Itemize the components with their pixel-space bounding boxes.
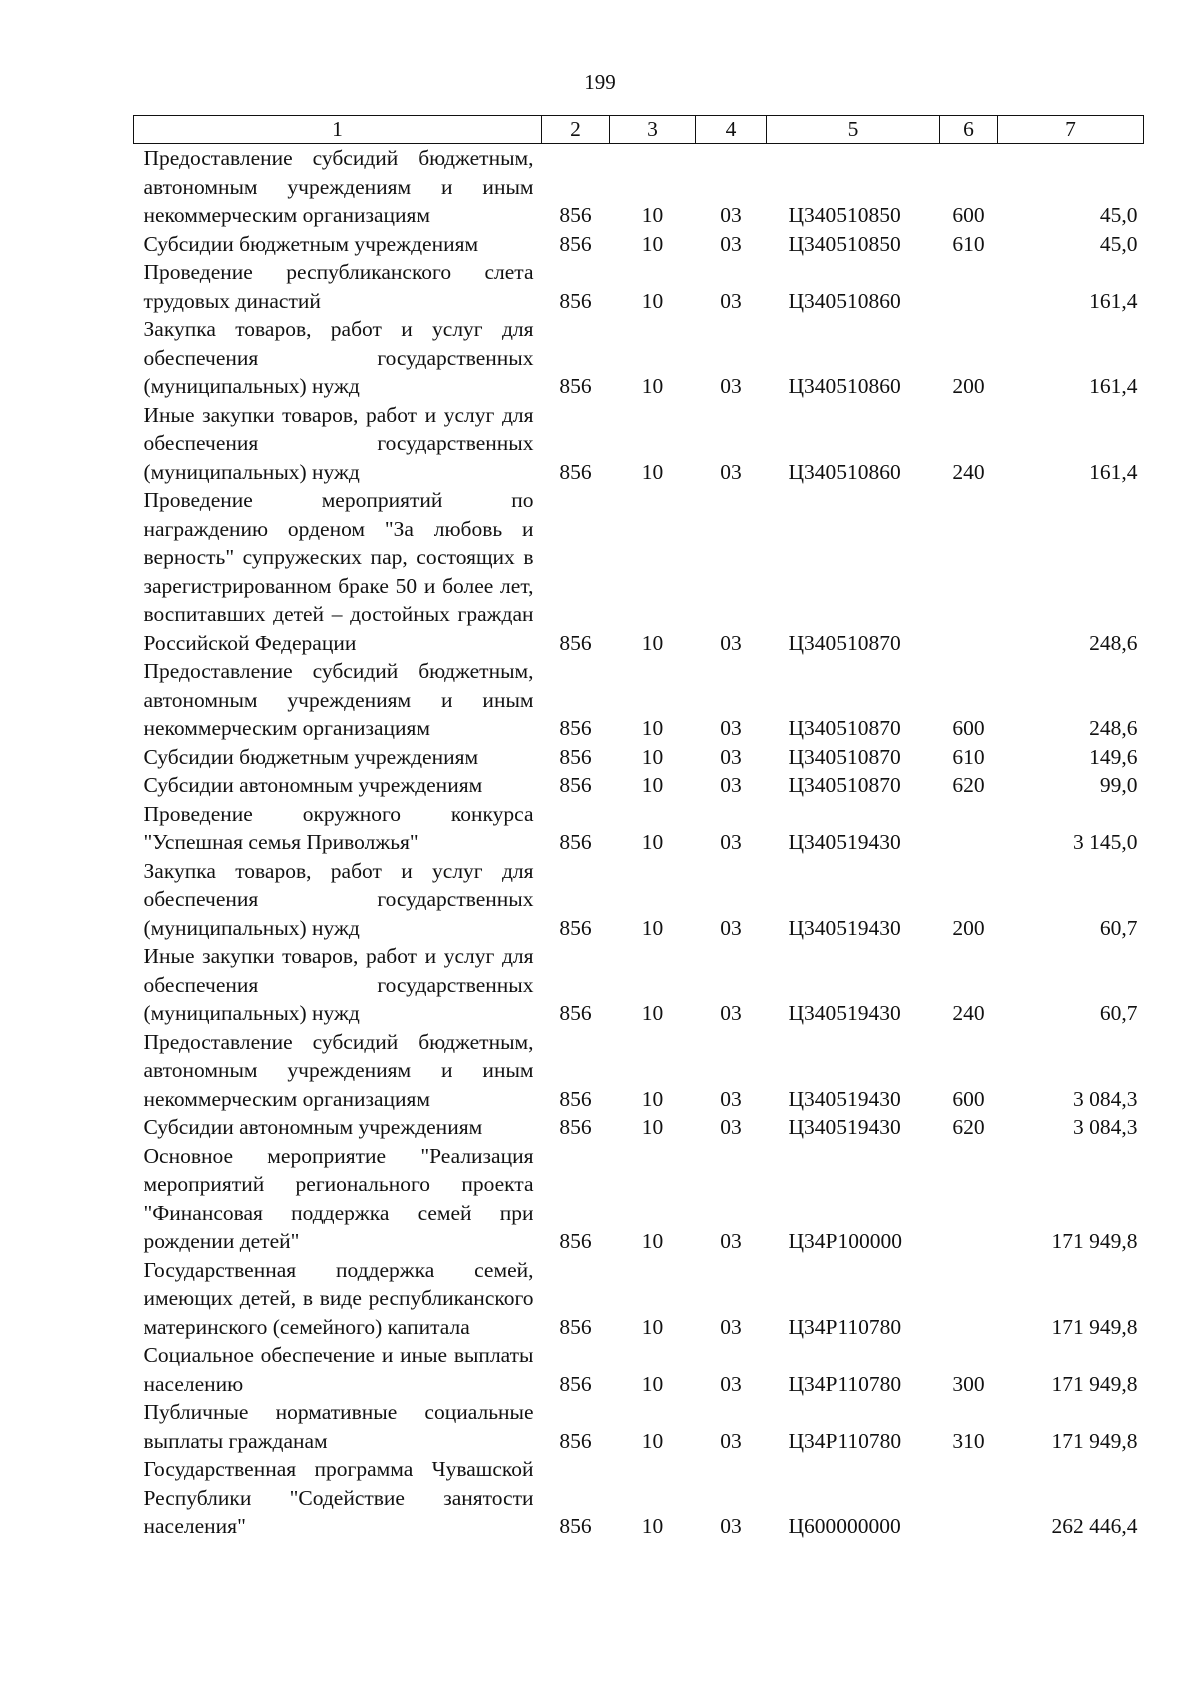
section-code: 10 xyxy=(641,374,664,398)
ministry-code: 856 xyxy=(559,1428,592,1453)
table-row xyxy=(134,1256,1144,1342)
section-code: 10 xyxy=(641,773,664,797)
target-article-code: Ц34P100000 xyxy=(788,1229,902,1253)
target-article-code: Ц340519430 xyxy=(788,1086,901,1111)
section-code: 10 xyxy=(641,1514,664,1538)
ministry-code: 856 xyxy=(559,1514,592,1538)
section-code: 10 xyxy=(641,203,664,227)
expense-type-code xyxy=(940,486,998,657)
target-article-code: Ц340519430 xyxy=(788,830,901,854)
section-code: 10 xyxy=(641,1115,664,1139)
header-col-4: 4 xyxy=(696,116,767,144)
amount: 248,6 xyxy=(1089,716,1138,740)
table-row xyxy=(134,800,1144,857)
ministry-code: 856 xyxy=(559,288,592,313)
section-code: 10 xyxy=(641,1314,664,1339)
header-col-6: 6 xyxy=(940,116,998,144)
amount: 149,6 xyxy=(1089,744,1138,769)
header-row xyxy=(134,116,1144,144)
expense-type-code xyxy=(940,1142,998,1256)
table-row xyxy=(134,486,1144,657)
target-article-code: Ц340519430 xyxy=(788,1115,901,1139)
expense-type-code: 610 xyxy=(952,744,985,769)
subsection-code: 03 xyxy=(720,1371,742,1396)
item-name: Государственная поддержка семей, имеющих детей, в виде республиканского материнского (семейного) капитала xyxy=(143,1257,534,1339)
section-code: 10 xyxy=(641,716,664,740)
expense-type-code: 300 xyxy=(952,1371,985,1396)
header-col-2: 2 xyxy=(542,116,610,144)
target-article-code: Ц340510870 xyxy=(788,630,901,655)
amount: 60,7 xyxy=(1099,1001,1138,1025)
subsection-code: 03 xyxy=(720,915,742,940)
item-name: Основное мероприятие "Реализация мероприятий регионального проекта "Финансовая поддержка семей при рождении детей" xyxy=(143,1143,534,1253)
ministry-code: 856 xyxy=(559,1229,592,1253)
amount: 60,7 xyxy=(1099,915,1138,940)
ministry-code: 856 xyxy=(559,231,592,256)
amount: 171 949,8 xyxy=(1051,1371,1138,1396)
table-row xyxy=(134,1455,1144,1541)
expense-type-code: 620 xyxy=(952,1115,985,1139)
expense-type-code xyxy=(940,1256,998,1342)
target-article-code: Ц340519430 xyxy=(788,915,901,940)
ministry-code: 856 xyxy=(559,1371,592,1396)
expense-type-code: 620 xyxy=(952,773,985,797)
section-code: 10 xyxy=(641,744,664,769)
amount: 161,4 xyxy=(1089,374,1138,398)
table-row xyxy=(134,258,1144,315)
subsection-code: 03 xyxy=(720,1314,742,1339)
amount: 45,0 xyxy=(1099,203,1138,227)
item-name: Иные закупки товаров, работ и услуг для обеспечения государственных (муниципальных) нужд xyxy=(143,944,534,1025)
target-article-code: Ц340510870 xyxy=(788,744,901,769)
header-col-7: 7 xyxy=(998,116,1144,144)
table-body xyxy=(134,144,1144,1541)
expense-type-code xyxy=(940,258,998,315)
section-code: 10 xyxy=(641,830,664,854)
item-name: Социальное обеспечение и иные выплаты населению xyxy=(143,1343,534,1396)
header-col-5: 5 xyxy=(767,116,940,144)
table-row xyxy=(134,942,1144,1028)
amount: 45,0 xyxy=(1099,231,1138,256)
table-row xyxy=(134,743,1144,772)
section-code: 10 xyxy=(641,1001,664,1025)
section-code: 10 xyxy=(641,288,664,313)
item-name: Публичные нормативные социальные выплаты гражданам xyxy=(143,1400,534,1453)
item-name: Закупка товаров, работ и услуг для обеспечения государственных (муниципальных) нужд xyxy=(143,317,534,398)
expense-type-code: 200 xyxy=(952,915,985,940)
ministry-code: 856 xyxy=(559,1001,592,1025)
table-row xyxy=(134,771,1144,800)
item-name: Предоставление субсидий бюджетным, автономным учреждениям и иным некоммерческим организациям xyxy=(143,659,534,740)
target-article-code: Ц34P110780 xyxy=(788,1314,902,1339)
table-row xyxy=(134,1028,1144,1114)
item-name: Иные закупки товаров, работ и услуг для обеспечения государственных (муниципальных) нужд xyxy=(143,402,534,484)
table-row xyxy=(134,230,1144,259)
subsection-code: 03 xyxy=(720,203,742,227)
table-row xyxy=(134,315,1144,401)
subsection-code: 03 xyxy=(720,630,742,655)
target-article-code: Ц34P110780 xyxy=(788,1428,902,1453)
amount: 171 949,8 xyxy=(1051,1314,1138,1339)
expense-type-code xyxy=(940,800,998,857)
target-article-code: Ц340510860 xyxy=(788,374,901,398)
expense-type-code: 600 xyxy=(952,716,985,740)
amount: 248,6 xyxy=(1089,630,1138,655)
ministry-code: 856 xyxy=(559,1314,592,1339)
subsection-code: 03 xyxy=(720,1001,742,1025)
expense-type-code: 240 xyxy=(952,459,985,484)
ministry-code: 856 xyxy=(559,374,592,398)
section-code: 10 xyxy=(641,1371,664,1396)
subsection-code: 03 xyxy=(720,716,742,740)
expense-type-code: 240 xyxy=(952,1001,985,1025)
subsection-code: 03 xyxy=(720,288,742,313)
ministry-code: 856 xyxy=(559,459,592,484)
table-row xyxy=(134,657,1144,743)
target-article-code: Ц34P110780 xyxy=(788,1371,902,1396)
item-name: Проведение республиканского слета трудовых династий xyxy=(143,260,534,313)
table-row xyxy=(134,1142,1144,1256)
section-code: 10 xyxy=(641,459,664,484)
subsection-code: 03 xyxy=(720,744,742,769)
section-code: 10 xyxy=(641,231,664,256)
section-code: 10 xyxy=(641,1428,664,1453)
amount: 171 949,8 xyxy=(1051,1229,1138,1253)
page-number: 199 xyxy=(584,70,616,94)
ministry-code: 856 xyxy=(559,830,592,854)
ministry-code: 856 xyxy=(559,915,592,940)
subsection-code: 03 xyxy=(720,1115,742,1139)
amount: 3 084,3 xyxy=(1073,1115,1138,1139)
target-article-code: Ц340510870 xyxy=(788,773,901,797)
amount: 99,0 xyxy=(1099,773,1138,797)
target-article-code: Ц340510860 xyxy=(788,288,901,313)
budget-table xyxy=(133,115,1144,1541)
subsection-code: 03 xyxy=(720,231,742,256)
expense-type-code: 200 xyxy=(952,374,985,398)
subsection-code: 03 xyxy=(720,374,742,398)
ministry-code: 856 xyxy=(559,203,592,227)
table-row xyxy=(134,401,1144,487)
item-name: Субсидии автономным учреждениям xyxy=(143,1115,483,1139)
item-name: Субсидии бюджетным учреждениям xyxy=(143,231,479,256)
subsection-code: 03 xyxy=(720,830,742,854)
target-article-code: Ц600000000 xyxy=(788,1514,901,1538)
amount: 161,4 xyxy=(1089,459,1138,484)
header-col-1: 1 xyxy=(134,116,542,144)
expense-type-code: 310 xyxy=(952,1428,985,1453)
table-header xyxy=(134,116,1144,144)
target-article-code: Ц340510850 xyxy=(788,203,901,227)
ministry-code: 856 xyxy=(559,1086,592,1111)
item-name: Предоставление субсидий бюджетным, автономным учреждениям и иным некоммерческим организациям xyxy=(143,146,534,227)
amount: 262 446,4 xyxy=(1051,1514,1138,1538)
target-article-code: Ц340510870 xyxy=(788,716,901,740)
item-name: Субсидии автономным учреждениям xyxy=(143,773,483,797)
section-code: 10 xyxy=(641,1229,664,1253)
expense-type-code: 600 xyxy=(952,203,985,227)
ministry-code: 856 xyxy=(559,773,592,797)
subsection-code: 03 xyxy=(720,1428,742,1453)
table-row xyxy=(134,1113,1144,1142)
section-code: 10 xyxy=(641,1086,664,1111)
item-name: Закупка товаров, работ и услуг для обеспечения государственных (муниципальных) нужд xyxy=(143,858,534,940)
item-name: Субсидии бюджетным учреждениям xyxy=(143,744,479,769)
subsection-code: 03 xyxy=(720,1514,742,1538)
expense-type-code xyxy=(940,1455,998,1541)
expense-type-code: 600 xyxy=(952,1086,985,1111)
table-row xyxy=(134,144,1144,230)
amount: 161,4 xyxy=(1089,288,1138,313)
ministry-code: 856 xyxy=(559,630,592,655)
amount: 3 145,0 xyxy=(1073,830,1138,854)
item-name: Проведение окружного конкурса "Успешная семья Приволжья" xyxy=(143,801,534,854)
item-name: Предоставление субсидий бюджетным, автономным учреждениям и иным некоммерческим организациям xyxy=(143,1029,534,1111)
item-name: Государственная программа Чувашской Республики "Содействие занятости населения" xyxy=(143,1457,534,1538)
subsection-code: 03 xyxy=(720,459,742,484)
subsection-code: 03 xyxy=(720,1229,742,1253)
amount: 3 084,3 xyxy=(1073,1086,1138,1111)
target-article-code: Ц340519430 xyxy=(788,1001,901,1025)
ministry-code: 856 xyxy=(559,744,592,769)
section-code: 10 xyxy=(641,915,664,940)
item-name: Проведение мероприятий по награждению орденом "За любовь и верность" супружеских пар, состоящих в зарегистрированном браке 50 и более лет, воспитавших детей – достойных граждан Российской Федерации xyxy=(143,488,534,655)
target-article-code: Ц340510850 xyxy=(788,231,901,256)
ministry-code: 856 xyxy=(559,716,592,740)
expense-type-code: 610 xyxy=(952,231,985,256)
section-code: 10 xyxy=(641,630,664,655)
amount: 171 949,8 xyxy=(1051,1428,1138,1453)
target-article-code: Ц340510860 xyxy=(788,459,901,484)
table-row xyxy=(134,857,1144,943)
table-row xyxy=(134,1398,1144,1455)
subsection-code: 03 xyxy=(720,773,742,797)
subsection-code: 03 xyxy=(720,1086,742,1111)
table-row xyxy=(134,1341,1144,1398)
header-col-3: 3 xyxy=(610,116,696,144)
ministry-code: 856 xyxy=(559,1115,592,1139)
